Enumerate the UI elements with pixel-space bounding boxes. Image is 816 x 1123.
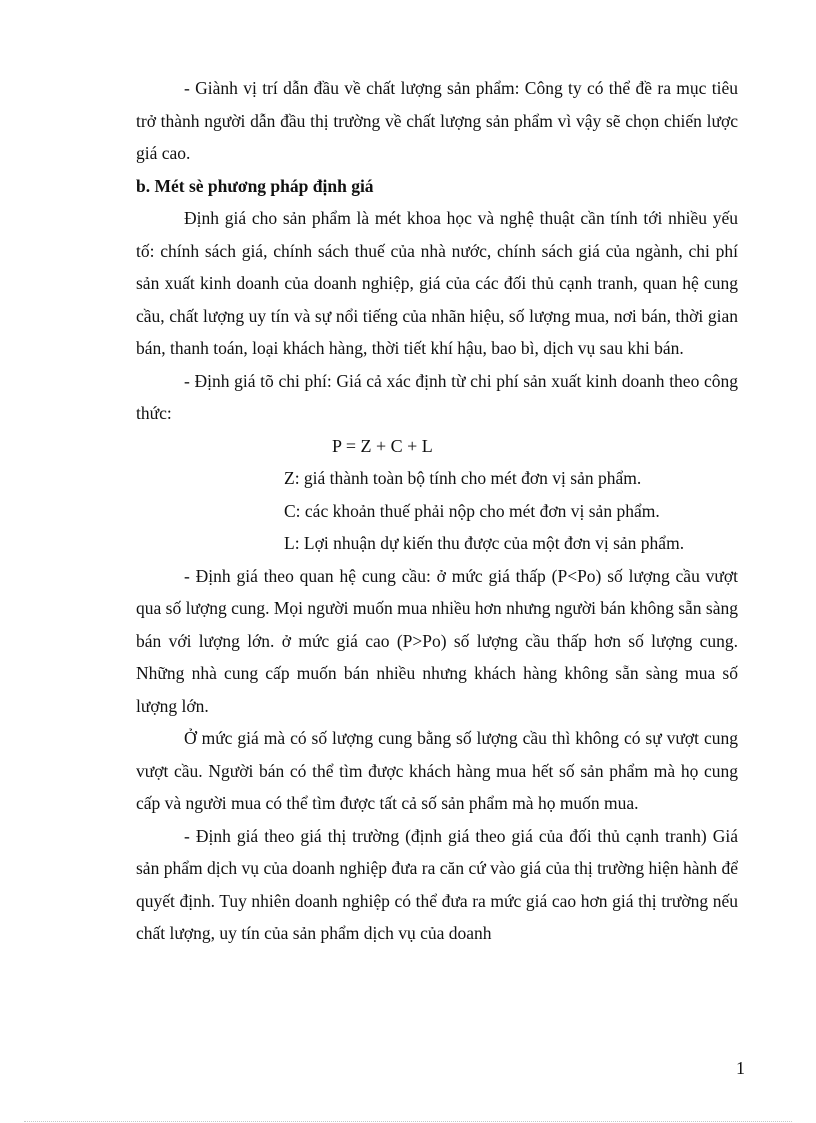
price-formula: P = Z + C + L	[332, 435, 433, 456]
paragraph-quality-leadership: - Giành vị trí dẫn đầu về chất lượng sản phẩm: Công ty có thể đề ra mục tiêu trở thành người dẫn đầu thị trường về chất lượng sản phẩm vì vậy sẽ chọn chiến lược giá cao.	[136, 78, 738, 163]
paragraph-pricing-factors: Định giá cho sản phẩm là mét khoa học và nghệ thuật cần tính tới nhiều yếu tố: chính sách giá, chính sách thuế của nhà nước, chính sách giá của ngành, chi phí sản xuất kinh doanh của doanh nghiệp, giá của các đối thủ cạnh tranh, quan hệ cung cầu, chất lượng uy tín và sự nổi tiếng của nhãn hiệu, số lượng mua, nơi bán, thời gian bán, thanh toán, loại khách hàng, thời tiết khí hậu, bao bì, dịch vụ sau khi bán.	[136, 208, 738, 358]
paragraph-cost-based-pricing: - Định giá tõ chi phí: Giá cả xác định từ chi phí sản xuất kinh doanh theo công thức:	[136, 370, 738, 423]
definition-l: L: Lợi nhuận dự kiến thu được của một đơn vị sản phẩm.	[284, 533, 685, 553]
page-number: 1	[736, 1058, 745, 1078]
page-bottom-divider	[24, 1121, 792, 1122]
section-heading: b. Mét sè phương pháp định giá	[136, 175, 374, 196]
definition-z: Z: giá thành toàn bộ tính cho mét đơn vị sản phẩm.	[284, 468, 642, 488]
body-text	[136, 72, 738, 950]
paragraph-supply-demand-pricing: - Định giá theo quan hệ cung cầu: ở mức giá thấp (P<Po) số lượng cầu vượt qua số lượng cung. Mọi người muốn mua nhiều hơn nhưng người bán không sẵn sàng bán với lượng lớn. ở mức giá cao (P>Po) số lượng cầu thấp hơn số lượng cung. Những nhà cung cấp muốn bán nhiều nhưng khách hàng không sẵn sàng mua số lượng lớn.	[136, 565, 738, 716]
paragraph-market-pricing: - Định giá theo giá thị trường (định giá theo giá của đối thủ cạnh tranh) Giá sản phẩm dịch vụ của doanh nghiệp đưa ra căn cứ vào giá của thị trường hiện hành để quyết định. Tuy nhiên doanh nghiệp có thể đưa ra mức giá cao hơn giá thị trường nếu chất lượng, uy tín của sản phẩm dịch vụ của doanh	[136, 825, 738, 943]
definition-c: C: các khoản thuế phải nộp cho mét đơn vị sản phẩm.	[284, 500, 660, 521]
paragraph-equilibrium: Ở mức giá mà có số lượng cung bằng số lượng cầu thì không có sự vượt cung vượt cầu. Người bán có thể tìm được khách hàng mua hết số sản phẩm mà họ cung cấp và người mua có thể tìm được tất cả số sản phẩm mà họ muốn mua.	[136, 728, 738, 813]
